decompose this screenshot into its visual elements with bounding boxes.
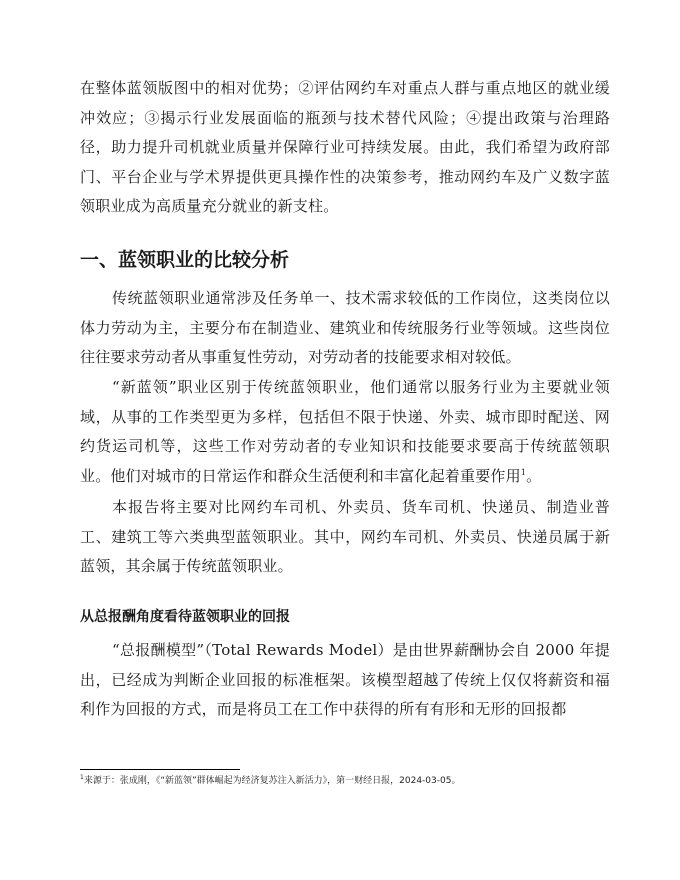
paragraph-total-rewards: “总报酬模型”（Total Rewards Model）是由世界薪酬协会自 2000 年提出，已经成为判断企业回报的标准框架。该模型超越了传统上仅仅将薪资和福利作为回报的方式，而是将员工在工作中获得的所有有形和无形的回报都	[80, 641, 610, 718]
paragraph-new-blue-collar	[80, 373, 610, 491]
footnote-divider	[80, 769, 240, 770]
paragraph-new-blue-collar-text: “新蓝领”职业区别于传统蓝领职业，他们通常以服务行业为主要就业领域，从事的工作类型更为多样，包括但不限于快递、外卖、城市即时配送、网约货运司机等，这些工作对劳动者的专业知识和技能要求要高于传统蓝领职业。他们对城市的日常运作和群众生活便利和丰富化起着重要作用	[80, 378, 610, 485]
footnote-text: 来源于：张成刚，《“新蓝领”群体崛起为经济复苏注入新活力》，第一财经日报，2024-03-05。	[83, 776, 461, 786]
paragraph-traditional-blue-collar: 传统蓝领职业通常涉及任务单一、技术需求较低的工作岗位，这类岗位以体力劳动为主，主要分布在制造业、建筑业和传统服务行业等领域。这些岗位往往要求劳动者从事重复性劳动，对劳动者的技能要求相对较低。	[80, 289, 610, 366]
footnote	[80, 773, 610, 789]
paragraph-report-scope: 本报告将主要对比网约车司机、外卖员、货车司机、快递员、制造业普工、建筑工等六类典型蓝领职业。其中，网约车司机、外卖员、快递员属于新蓝领，其余属于传统蓝领职业。	[80, 498, 610, 575]
intro-paragraph: 在整体蓝领版图中的相对优势；②评估网约车对重点人群与重点地区的就业缓冲效应；③揭示行业发展面临的瓶颈与技术替代风险；④提出政策与治理路径，助力提升司机就业质量并保障行业可持续发展。由此，我们希望为政府部门、平台企业与学术界提供更具操作性的决策参考，推动网约车及广义数字蓝领职业成为高质量充分就业的新支柱。	[80, 79, 610, 215]
subsection-heading: 从总报酬角度看待蓝领职业的回报	[80, 609, 290, 625]
footnote-mark: 1	[80, 774, 84, 781]
paragraph-end-punct: 。	[526, 466, 542, 485]
footnote-reference[interactable]: 1	[520, 467, 527, 477]
section-heading: 一、蓝领职业的比较分析	[80, 249, 290, 271]
